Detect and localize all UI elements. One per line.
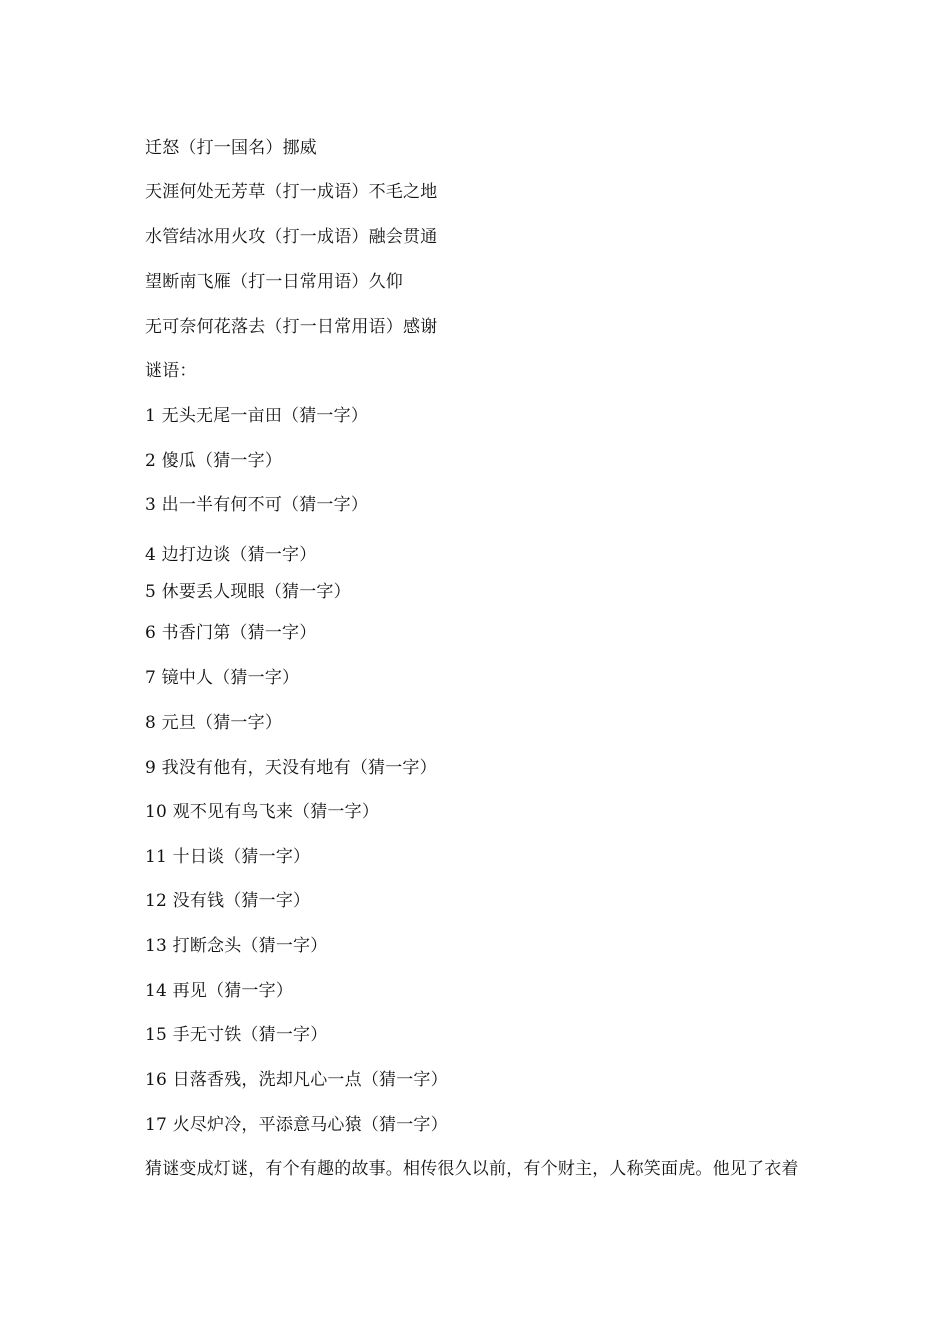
riddle-item: 17 火尽炉冷，平添意马心猿（猜一字） [145, 1115, 448, 1135]
riddle-item: 6 书香门第（猜一字） [145, 623, 317, 643]
riddle-item: 10 观不见有鸟飞来（猜一字） [145, 802, 380, 822]
riddle-item: 11 十日谈（猜一字） [145, 847, 311, 867]
riddle-item: 14 再见（猜一字） [145, 981, 294, 1001]
riddle-item: 2 傻瓜（猜一字） [145, 451, 283, 471]
riddle-item: 9 我没有他有，天没有地有（猜一字） [145, 758, 437, 778]
riddle-item: 7 镜中人（猜一字） [145, 668, 300, 688]
riddle-intro-2: 天涯何处无芳草（打一成语）不毛之地 [145, 182, 438, 202]
riddle-item: 1 无头无尾一亩田（猜一字） [145, 406, 369, 426]
riddle-item: 13 打断念头（猜一字） [145, 936, 328, 956]
riddle-item: 5 休要丢人现眼（猜一字） [145, 582, 351, 602]
riddle-intro-4: 望断南飞雁（打一日常用语）久仰 [145, 272, 403, 292]
riddle-item: 4 边打边谈（猜一字） [145, 545, 317, 565]
riddle-intro-5: 无可奈何花落去（打一日常用语）感谢 [145, 317, 438, 337]
riddle-intro-3: 水管结冰用火攻（打一成语）融会贯通 [145, 227, 438, 247]
story-paragraph: 猜谜变成灯谜，有个有趣的故事。相传很久以前，有个财主，人称笑面虎。他见了衣着 [145, 1159, 799, 1179]
riddle-intro-1: 迁怒（打一国名）挪威 [145, 138, 317, 158]
riddle-item: 12 没有钱（猜一字） [145, 891, 311, 911]
riddle-item: 15 手无寸铁（猜一字） [145, 1025, 328, 1045]
riddle-item: 16 日落香残，洗却凡心一点（猜一字） [145, 1070, 448, 1090]
riddle-item: 8 元旦（猜一字） [145, 713, 283, 733]
section-label: 谜语： [145, 361, 197, 381]
riddle-item: 3 出一半有何不可（猜一字） [145, 495, 369, 515]
